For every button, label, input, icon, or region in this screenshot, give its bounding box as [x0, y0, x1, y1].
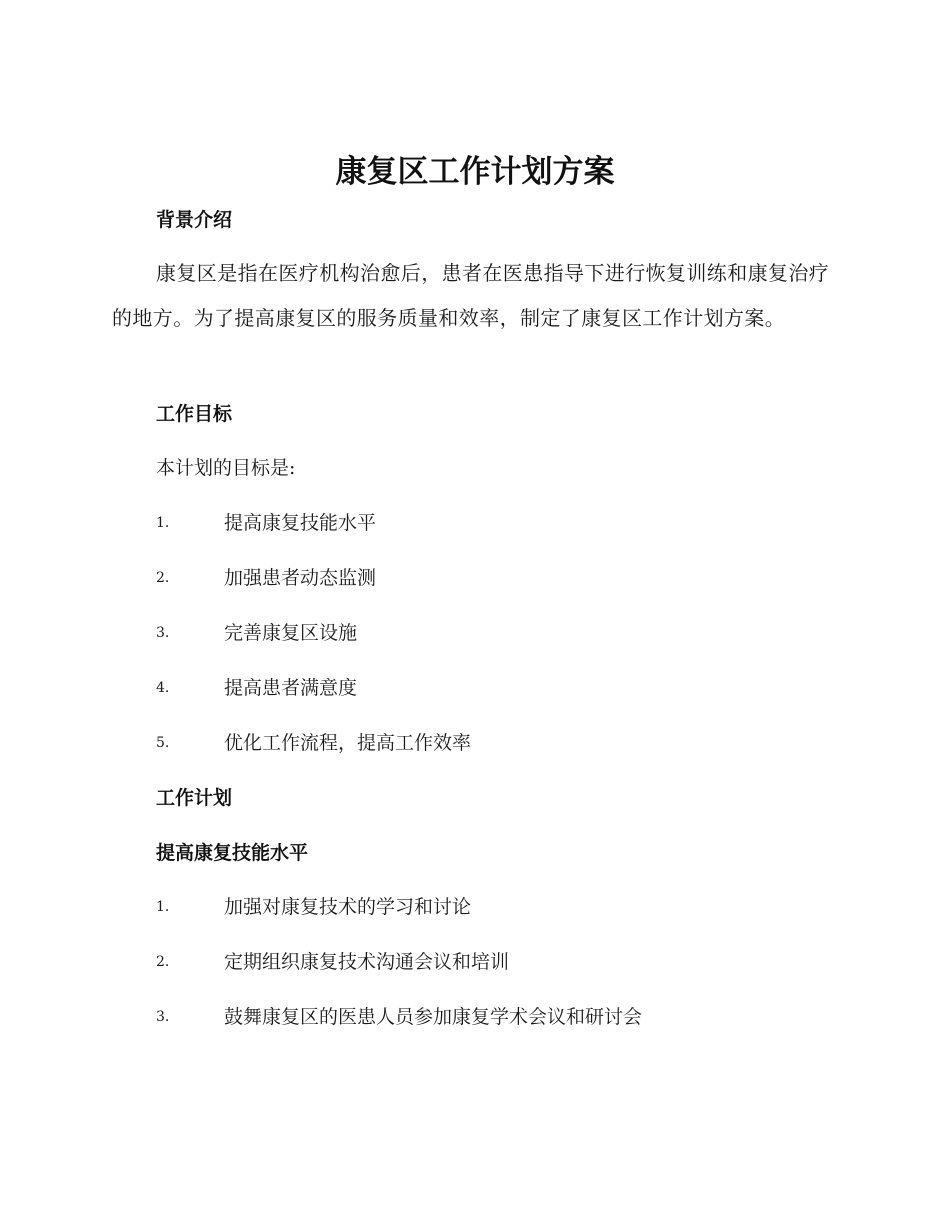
list-number: 1.	[156, 515, 170, 531]
section-heading-background: 背景介绍	[156, 209, 233, 231]
list-item-text: 加强患者动态监测	[224, 567, 377, 589]
section-heading-goals: 工作目标	[156, 403, 233, 425]
list-number: 3.	[156, 1009, 170, 1025]
list-number: 2.	[156, 954, 170, 970]
background-paragraph: 康复区是指在医疗机构治愈后，患者在医患指导下进行恢复训练和康复治疗的地方。为了提高康复区的服务质量和效率，制定了康复区工作计划方案。	[112, 261, 830, 330]
section-heading-plan: 工作计划	[156, 787, 233, 809]
document-title: 康复区工作计划方案	[335, 154, 615, 190]
list-item-text: 提高患者满意度	[224, 677, 358, 699]
subsection-heading-skills: 提高康复技能水平	[156, 842, 309, 864]
list-item-text: 优化工作流程，提高工作效率	[224, 732, 472, 754]
list-item-text: 提高康复技能水平	[224, 512, 377, 534]
list-number: 1.	[156, 899, 170, 915]
goals-intro: 本计划的目标是:	[156, 457, 296, 479]
list-number: 3.	[156, 625, 170, 641]
list-item-text: 定期组织康复技术沟通会议和培训	[224, 951, 510, 973]
list-item-text: 鼓舞康复区的医患人员参加康复学术会议和研讨会	[224, 1006, 643, 1028]
list-number: 4.	[156, 680, 170, 696]
list-item-text: 加强对康复技术的学习和讨论	[224, 896, 472, 918]
list-number: 2.	[156, 570, 170, 586]
list-item-text: 完善康复区设施	[224, 622, 358, 644]
list-number: 5.	[156, 735, 170, 751]
